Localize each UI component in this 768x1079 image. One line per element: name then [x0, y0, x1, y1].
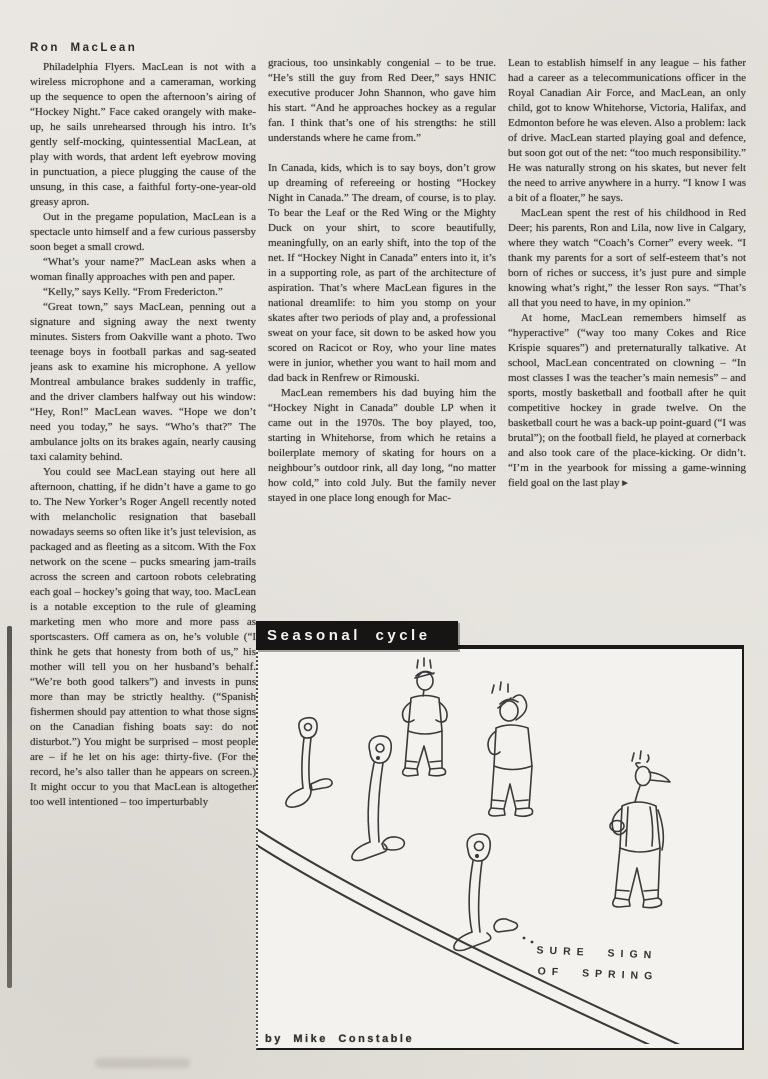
- paragraph: MacLean remembers his dad buying him the “Hockey Night in Canada” double LP when it came out in the 1970s. The boy played, too, starting in Whitehorse, from which he retains a boilerplate memory of skating for hours on a neighbour’s outdoor rink, all day long, “no matter how cold,” into cold July. But the family never stayed in one place long enough for Mac-: [268, 387, 496, 504]
- paragraph: At home, MacLean remembers himself as “hyperactive” (“way too many Cokes and Rice Krispie squares”) and preternaturally talkative. At school, MacLean concentrated on clowning – “In most classes I was the teacher’s main nemesis” – and sports, mostly basketball and football after he quit competitive hockey in grade twelve. On the basketball court he was a back-up point-guard (“I was brutal”); on the football field, he played at cornerback and also took care of the place-kicking. Or didn’t. “I’m in the yearbook for missing a game-winning field goal on the last play ▸: [508, 312, 746, 489]
- scan-artifact-smudge: [95, 1058, 190, 1068]
- cartoon-drawing: [258, 649, 740, 1044]
- onlooker-ponytail-icon: [610, 751, 670, 908]
- speck-dots-icon: [523, 937, 534, 944]
- paragraph: “Kelly,” says Kelly. “From Fredericton.”: [43, 286, 223, 298]
- text-column-1: [30, 60, 256, 1000]
- article-byline: Ron MacLean: [30, 42, 138, 54]
- surprise-marks-icon: [417, 658, 431, 668]
- paragraph: In Canada, kids, which is to say boys, don’t grow up dreaming of refereeing or hosting “Hockey Night in Canada.” The dream, of course, is to play. To bear the Leaf or the Red Wing or the Mighty Duck on your shirt, to score beautifully, meaningfully, on an early shift, into the top of the net. If “Hockey Night in Canada” enters into it, it’s in a supporting role, as part of the architecture of aspiration. That’s where MacLean figures in the national dreamlife: to him you stomp on your skates after two periods of play and, a professional sweat on your face, sit down to be asked how you scored on Racicot or Roy, who your line mates were in junior, whether you want to hail mom and dad back in Renfrew or Rimouski.: [268, 162, 496, 384]
- surprise-marks-icon: [632, 751, 649, 762]
- parking-meter-center-icon: [352, 736, 404, 861]
- caption-line: OF SPRING: [537, 965, 659, 983]
- scan-artifact-streak: [7, 626, 12, 988]
- parking-meter-left-icon: [286, 718, 332, 807]
- paragraph: “Great town,” says MacLean, penning out a signature and signing away the next twenty minutes. Sisters from Oakville want a photo. Two teenage boys in football parkas and sag-seated jeans ask to examine his microphone. A yellow Montreal ambulance brakes suddenly in traffic, and the driver clambers halfway out his window: “Hey, Ron!” MacLean waves. “Hope we don’t need you today,” he says. “Who’s that?” The ambulance jolts on its brakes again, nearly causing taxi calamity behind.: [30, 301, 256, 463]
- paragraph: Lean to establish himself in any league – his father had a career as a telecommunications officer in the Royal Canadian Air Force, and MacLean, an only child, got to know Whitehorse, Victoria, Halifax, and Edmonton before he was eleven. Also a problem: lack of drive. MacLean started playing goal and defence, but soon got out of the net: “too much responsibility.” He was naturally strong on his skates, but never felt the need to arrive anywhere in a hurry. “I know I was a bit of a floater,” he says.: [508, 57, 746, 204]
- paragraph: Out in the pregame population, MacLean is a spectacle unto himself and a few curious passersby soon beget a small crowd.: [30, 211, 256, 253]
- onlooker-tall-icon: [488, 682, 533, 816]
- cartoon-caption: [535, 940, 659, 987]
- paragraph: Philadelphia Flyers. MacLean is not with a wireless microphone and a cameraman, working up the sequence to open the afternoon’s airing of “Hockey Night.” Face caked orangely with make-up, he sails unrehearsed through his intro. It’s gently self-mocking, quintessential MacLean, at play with words, that ardent left eyebrow moving in punctuation, a piece plugging the cause of the unsung, in this case, a faithful forty-one-year-old greasy apron.: [30, 61, 256, 208]
- text-column-2: [268, 56, 496, 617]
- caption-line: SURE SIGN: [536, 944, 658, 962]
- surprise-marks-icon: [492, 682, 508, 693]
- text-column-3: [508, 56, 746, 621]
- onlooker-cap-icon: [403, 658, 448, 776]
- curb-line-icon: [258, 826, 693, 1044]
- cartoon-panel: [256, 645, 744, 1050]
- cartoon-title-bar: [256, 621, 458, 650]
- parking-meter-right-icon: [454, 834, 518, 951]
- paragraph: gracious, too unsinkably congenial – to be true. “He’s still the guy from Red Deer,” says HNIC executive producer John Shannon, who gave him his start. “And he approaches hockey as a regular fan. I think that’s one of his strengths: he still understands where he came from.”: [268, 57, 496, 144]
- cartoon-title: Seasonal cycle: [267, 627, 431, 644]
- paragraph: MacLean spent the rest of his childhood in Red Deer; his parents, Ron and Lila, now live in Calgary, where they watch “Coach’s Corner” every week. “I thank my parents for a sort of self-esteem that’s not born of riches or success, it’s just pure and simple knowing what’s right,” the lesser Ron says. “That’s all that you need to have, in my opinion.”: [508, 207, 746, 309]
- paragraph: You could see MacLean staying out here all afternoon, chatting, if he didn’t have a game to go to. The New Yorker’s Roger Angell recently noted with melancholic resignation that baseball nowadays seems so often like it’s just television, as packaged and as fleeting as a sitcom. With the Fox network on the scene – pucks smearing jam-trails across the screen and cartoon robots celebrating each goal – hockey’s going that way, too. MacLean is a notable exception to the rule of gleaming marketing men who more and more pass as sportscasters. Off camera as on, he’s voluble (“I think he gets that honesty from both of us,” his mother will tell you on her husband’s behalf. “We’re both good talkers”) and invests in puns more than may be strictly healthy. (“Spanish fishermen should pay attention to what those signs on the Canadian fishing boats say: do not disturbot.”) You might be surprised – most people are – if he let on his age: thirty-five. (For the record, he’s also taller than he appears on screen.) It might occur to you that MacLean is altogether too well intentioned – too imperturbably: [30, 466, 256, 808]
- cartoon-credit: by Mike Constable: [265, 1033, 415, 1045]
- paragraph: “What’s your name?” MacLean asks when a woman finally approaches with pen and paper.: [30, 256, 256, 283]
